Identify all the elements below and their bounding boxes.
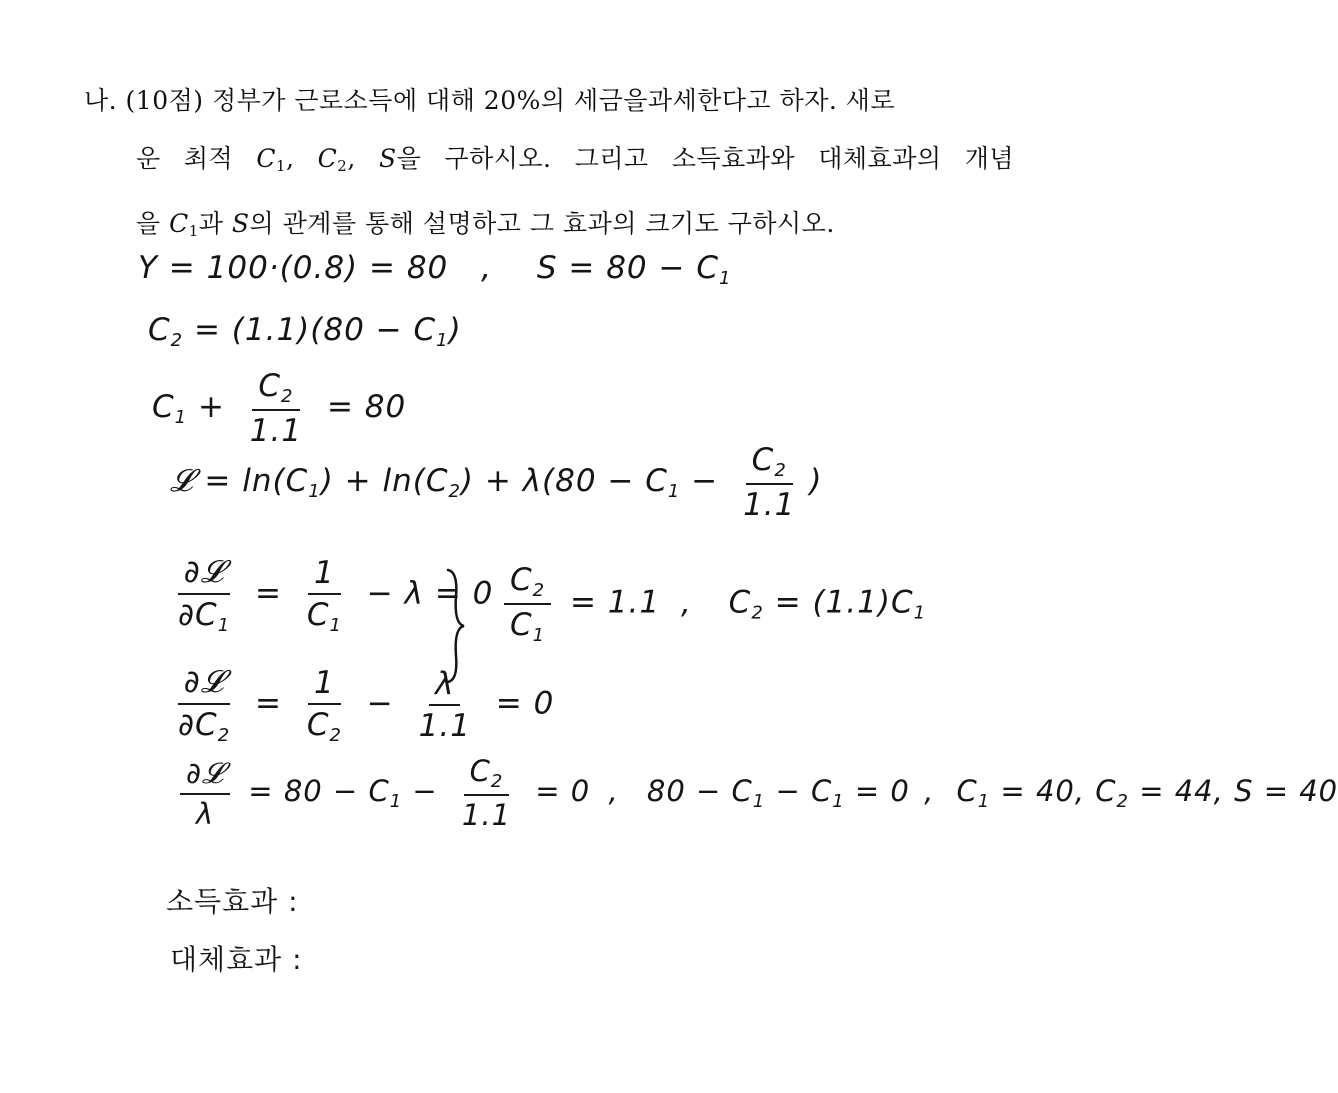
fraction: $\frac{\text{∂𝓛}}{\partial C_2}$ <box>178 664 231 746</box>
fraction: $\frac{1}{C_1}$ <box>306 554 342 636</box>
problem-line-3: 을 $C_1$과 S의 관계를 통해 설명하고 그 효과의 크기도 구하시오. <box>136 209 835 240</box>
hw-c2-equation: $C_2 = (1.1)(80 - C_1)$ <box>148 312 462 351</box>
problem-line-2: 운 최적 $C_1$, $C_2$, S을 구하시오. 그리고 소득효과와 대체효과의 개념 <box>136 144 1014 175</box>
hw-foc-c1: $\frac{\text{∂𝓛}}{\partial C_1}$ = $\frac{1}{C_1}$ − λ = 0 <box>164 554 493 636</box>
fraction: $\frac{1}{C_2}$ <box>306 664 342 746</box>
var-c2: C <box>317 144 338 173</box>
var-c1: C <box>169 209 189 238</box>
hw-budget-constraint: $C_1$ + $\frac{C_2}{1.1}$ = 80 <box>152 368 407 449</box>
hw-income-effect-label: 소득효과 : <box>166 885 299 918</box>
fraction: $\frac{\lambda}{1.1}$ <box>418 666 471 744</box>
hw-ratio-result: $\frac{C_2}{C_1}$ = 1.1 , $C_2 = (1.1)C_1$ <box>496 562 926 646</box>
problem-line-1: 나. (10점) 정부가 근로소득에 대해 20%의 세금을과세한다고 하자. 새로 <box>84 86 896 115</box>
fraction: $\frac{\text{∂𝓛}}{\lambda}$ <box>180 756 230 831</box>
hw-lagrangian: 𝓛 = $\ln(C_1) + \ln(C_2) + \lambda(80 - C_1$ − $\frac{C_2}{1.1}$ ) <box>170 442 823 523</box>
fraction: $\frac{C_2}{1.1}$ <box>461 754 512 832</box>
var-s: S <box>378 144 397 173</box>
fraction: $\frac{C_2}{1.1}$ <box>249 368 303 449</box>
hw-foc-lambda-solution: $\frac{\text{∂𝓛}}{\lambda}$ = $80 - C_1$ − $\frac{C_2}{1.1}$ = 0 , $80 - C_1 - C_1 = 0$ , $C_1 = 40$, $C_2 = 44$, S = 40 <box>172 754 1338 832</box>
fraction: $\frac{C_2}{C_1}$ <box>504 562 551 646</box>
var-c1: C <box>256 144 276 173</box>
hw-income-equation: Y = 100·(0.8) = 80 , $S = 80 - C_1$ <box>138 250 732 289</box>
curly-brace <box>444 566 468 686</box>
problem-statement <box>84 72 1014 260</box>
hw-substitution-effect-label: 대체효과 : <box>170 943 303 976</box>
fraction: $\frac{C_2}{1.1}$ <box>743 442 796 523</box>
fraction: $\frac{\text{∂𝓛}}{\partial C_1}$ <box>178 554 231 636</box>
hw-foc-c2: $\frac{\text{∂𝓛}}{\partial C_2}$ = $\frac{1}{C_2}$ − $\frac{\lambda}{1.1}$ = 0 <box>164 664 554 746</box>
var-s: S <box>231 209 250 238</box>
